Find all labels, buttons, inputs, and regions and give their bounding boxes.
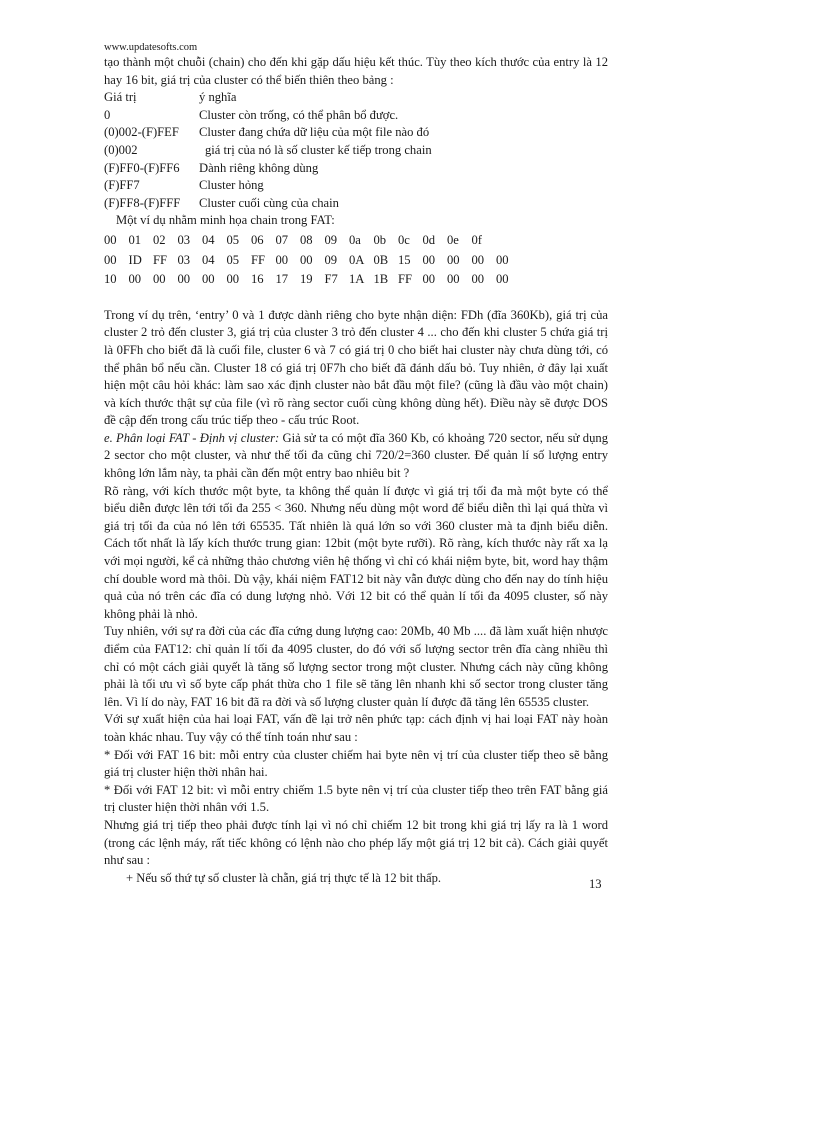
- hex-cell: 07: [275, 232, 289, 247]
- intro-paragraph: tạo thành một chuỗi (chain) cho đến khi gặp dấu hiệu kết thúc. Tùy theo kích thước của entry là 12 hay 16 bit, giá trị của cluster có thể biến thiên theo bảng :: [104, 55, 608, 87]
- hex-cell: 16: [251, 272, 264, 287]
- hex-cell: 00: [447, 272, 460, 287]
- hex-row: [104, 252, 608, 270]
- hex-cell: 1B: [373, 272, 389, 287]
- hex-cell: 00: [104, 252, 117, 267]
- example-intro: Một ví dụ nhằm minh họa chain trong FAT:: [116, 213, 335, 228]
- value-table-body: [104, 107, 608, 213]
- hex-cell: 00: [496, 272, 509, 287]
- value-meaning: Cluster hỏng: [199, 178, 264, 193]
- value-key: 0: [104, 107, 111, 122]
- hex-cell: 00: [300, 252, 313, 267]
- hex-cell: 03: [177, 252, 191, 267]
- hex-cell: 08: [300, 232, 313, 247]
- hex-cell: 05: [226, 232, 240, 247]
- value-table-row: [104, 177, 608, 195]
- hex-cell: 09: [324, 232, 338, 247]
- hex-cell: F7: [324, 272, 338, 287]
- hex-cell: 04: [202, 232, 215, 247]
- spacer: [104, 289, 608, 307]
- hex-cell: 0B: [373, 252, 389, 267]
- value-col-header: Giá trị: [104, 90, 137, 105]
- hex-cell: 00: [471, 252, 485, 267]
- hex-cell: 19: [300, 272, 313, 287]
- site-url: www.updatesofts.com: [104, 42, 198, 53]
- hex-cell: 0a: [349, 232, 361, 247]
- value-table-row: [104, 107, 608, 125]
- hex-cell: 00: [177, 272, 191, 287]
- section-heading: e. Phân loại FAT - Định vị cluster:: [104, 430, 280, 445]
- value-table-row: [104, 195, 608, 213]
- hex-cell: 1A: [349, 272, 365, 287]
- paragraph-even-cluster: + Nếu số thứ tự số cluster là chẵn, giá trị thực tế là 12 bit thấp.: [126, 870, 442, 885]
- hex-cell: 0d: [422, 232, 436, 247]
- value-key: (0)002: [104, 142, 138, 157]
- hex-cell: ID: [128, 252, 142, 267]
- value-key: (0)002-(F)FEF: [104, 125, 179, 140]
- hex-row: [104, 232, 608, 250]
- paragraph-two-fat-types: Với sự xuất hiện của hai loại FAT, vấn đề lại trở nên phức tạp: cách định vị hai loại FAT này hoàn toàn khác nhau. Tuy vậy có thể tính toán như sau :: [104, 712, 608, 744]
- page-number: 13: [589, 877, 602, 891]
- paragraph-fat12: Rõ ràng, với kích thước một byte, ta không thể quản lí được vì giá trị tối đa mà một byte có thể biểu diễn được lên tới tối đa 255 < 360. Nhưng nếu dùng một word để biểu diễn thì lại quá thừa vì giá trị tối đa của nó lên tới 65535. Tất nhiên là quá lớn so với 360 cluster mà ta định biểu diễn. Cách tốt nhất là lấy kích thước trung gian: 12bit (một byte rưỡi). Rõ ràng, kích thước này rất xa lạ với mọi người, kể cả những thảo chương viên hệ thống vì chỉ có khái niệm byte, bit, word hay thậm chí double word mà thôi. Dù vậy, khái niệm FAT12 bit này vẫn được dùng cho đến nay do tính hiệu quả của nó trên các đĩa có dung lượng nhỏ. Với 12 bit có thể quản lí tối đa 4095 cluster, số này không phải là nhỏ.: [104, 483, 608, 621]
- hex-cell: 00: [422, 272, 436, 287]
- value-table-row: [104, 160, 608, 178]
- hex-cell: 0f: [471, 232, 482, 247]
- value-meaning: Dành riêng không dùng: [199, 160, 319, 175]
- hex-cell: 00: [275, 252, 289, 267]
- value-key: (F)FF8-(F)FFF: [104, 195, 181, 210]
- value-meaning: Cluster cuối cùng của chain: [199, 195, 339, 210]
- fat-hex-example: [104, 232, 608, 289]
- hex-cell: 00: [422, 252, 436, 267]
- page-content: [104, 54, 608, 887]
- hex-cell: FF: [251, 252, 266, 267]
- hex-cell: 00: [128, 272, 142, 287]
- hex-cell: 0b: [373, 232, 387, 247]
- value-table-row: [104, 124, 608, 142]
- hex-cell: 06: [251, 232, 264, 247]
- hex-cell: 15: [398, 252, 411, 267]
- hex-cell: FF: [153, 252, 168, 267]
- hex-cell: 10: [104, 272, 117, 287]
- hex-cell: 04: [202, 252, 215, 267]
- value-meaning: Cluster còn trống, có thể phân bổ được.: [199, 107, 399, 122]
- hex-cell: FF: [398, 272, 413, 287]
- hex-cell: 09: [324, 252, 338, 267]
- hex-cell: 03: [177, 232, 191, 247]
- paragraph-12bit-value: Nhưng giá trị tiếp theo phải được tính lại vì nó chỉ chiếm 12 bit trong khi giá trị lấy ra là 1 word (trong các lệnh máy, rất tiếc không có lệnh nào cho phép lấy một giá trị 12 bit cả). Cách giải quyết như sau :: [104, 817, 608, 868]
- paragraph-fat-classification: [104, 430, 608, 483]
- hex-cell: 0c: [398, 232, 410, 247]
- value-key: (F)FF0-(F)FF6: [104, 160, 180, 175]
- paragraph-fat12-rule: * Đối với FAT 12 bit: vì mỗi entry chiếm 1.5 byte nên vị trí của cluster tiếp theo trên FAT bằng giá trị cluster hiện thời nhân với 1.5.: [104, 782, 608, 815]
- hex-cell: 00: [471, 272, 485, 287]
- hex-cell: 00: [153, 272, 166, 287]
- paragraph-fat16-rule: * Đối với FAT 16 bit: mỗi entry của cluster chiếm hai byte nên vị trí của cluster tiếp theo sẽ bằng giá trị cluster hiện thời nhân hai.: [104, 747, 608, 780]
- value-key: (F)FF7: [104, 178, 140, 193]
- paragraph-fat16: Tuy nhiên, với sự ra đời của các đĩa cứng dung lượng cao: 20Mb, 40 Mb .... đã làm xuất hiện nhược điểm của FAT12: chỉ quản lí tối đa 4095 cluster, do đó với số lượng sector trên đĩa càng nhiều thì chỉ có một cách giải quyết là tăng số lượng sector trong một cluster. Nhưng cách này cũng không phải là tối ưu vì số byte cấp phát thừa cho 1 file sẽ tăng lên nhanh khi số sector trong cluster tăng lên. Vì lí do này, FAT 16 bit đã ra đời và số lượng cluster quản lí được đã tăng lên 65535 cluster.: [104, 624, 608, 709]
- hex-cell: 00: [496, 252, 509, 267]
- section-body: Giả sử ta có một đĩa 360 Kb, có khoảng 720 sector, nếu sử dụng 2 sector cho một cluster, và như thế tối đa cũng chỉ 720/2=360 cluster. Để quản lí số lượng entry không lớn lắm này, ta phải cần đến một entry bao nhiêu bit ?: [104, 430, 608, 481]
- hex-cell: 0A: [349, 252, 365, 267]
- hex-cell: 00: [226, 272, 240, 287]
- hex-cell: 00: [104, 232, 117, 247]
- value-table-row: [104, 142, 608, 160]
- hex-cell: 0e: [447, 232, 459, 247]
- hex-cell: 00: [202, 272, 215, 287]
- hex-cell: 00: [447, 252, 460, 267]
- hex-cell: 05: [226, 252, 240, 267]
- hex-cell: 02: [153, 232, 166, 247]
- value-meaning: Cluster đang chứa dữ liệu của một file nào đó: [199, 125, 430, 140]
- hex-row: [104, 271, 608, 289]
- value-table-header: [104, 89, 608, 107]
- value-table: [104, 89, 608, 212]
- paragraph-example-explanation: Trong ví dụ trên, ‘entry’ 0 và 1 được dành riêng cho byte nhận diện: FDh (đĩa 360Kb), giá trị của cluster 2 trỏ đến cluster 3, giá trị của cluster 3 trỏ đến cluster 4 ... cho đến khi cluster 5 chứa giá trị là 0FFh cho biết đã là cuối file, cluster 6 và 7 có giá trị 0 cho biết hai cluster này chưa dùng tới, có thể phân bổ nếu cần. Cluster 18 có giá trị 0F7h cho biết đã đánh dấu bỏ. Tuy nhiên, ở đây lại xuất hiện một câu hỏi khác: làm sao xác định cluster nào bắt đầu một file? (cũng là đầu vào một chain) và kích thước thật sự của file (vì rõ ràng sector cuối cùng không dùng hết). Điều này sẽ được DOS đề cập đến trong cấu trúc tiếp theo - cấu trúc Root.: [104, 307, 608, 428]
- hex-cell: 17: [275, 272, 289, 287]
- meaning-col-header: ý nghĩa: [199, 90, 237, 105]
- value-meaning: giá trị của nó là số cluster kế tiếp trong chain: [205, 142, 432, 157]
- hex-cell: 01: [128, 232, 142, 247]
